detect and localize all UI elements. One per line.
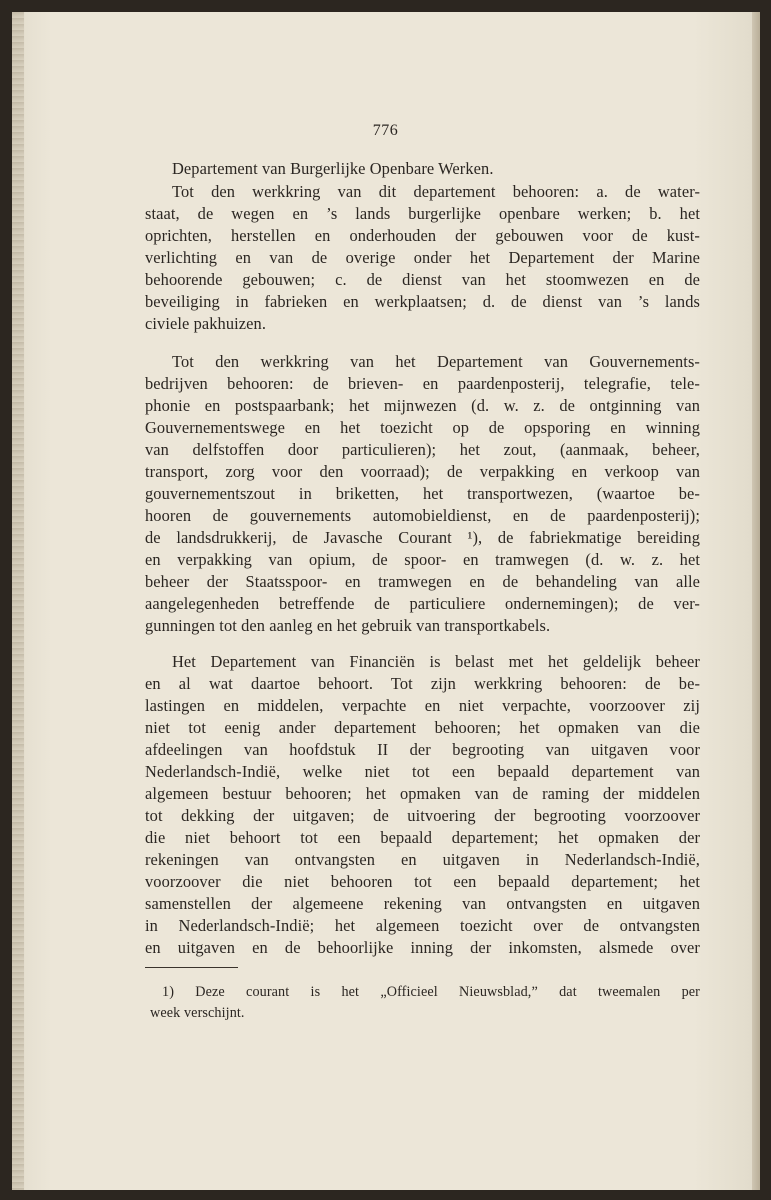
text-line: civiele pakhuizen.	[145, 314, 267, 333]
text-line: beheer der Staatsspoor- en tramwegen en de behandeling van alle	[145, 572, 700, 591]
text-line: in Nederlandsch-Indië; het algemeen toezicht over de ontvangsten	[145, 916, 700, 935]
footnote-line: week verschijnt.	[150, 1005, 245, 1021]
text-line: samenstellen der algemeene rekening van ontvangsten en uitgaven	[145, 894, 700, 913]
text-line: die niet behoort tot een bepaald departement; het opmaken der	[145, 828, 700, 847]
text-line: afdeelingen van hoofdstuk II der begrooting van uitgaven voor	[145, 740, 700, 759]
text-line: gouvernementszout in briketten, het transportwezen, (waartoe be-	[145, 484, 700, 503]
text-line: voorzoover die niet behooren tot een bepaald departement; het	[145, 872, 700, 891]
footnote	[150, 982, 700, 1024]
text-line: en verpakking van opium, de spoor- en tramwegen (d. w. z. het	[145, 550, 700, 569]
text-line: behoorende gebouwen; c. de dienst van het stoomwezen en de	[145, 270, 700, 289]
text-line: algemeen bestuur behooren; het opmaken van de raming der middelen	[145, 784, 700, 803]
text-line: transport, zorg voor den voorraad); de verpakking en verkoop van	[145, 462, 700, 481]
text-line: staat, de wegen en ’s lands burgerlijke openbare werken; b. het	[145, 204, 700, 223]
text-line: Het Departement van Financiën is belast met het geldelijk beheer	[172, 652, 700, 671]
page-number: 776	[372, 122, 399, 139]
paragraph-burgerlijke-werken	[145, 181, 700, 335]
footnote-rule	[145, 967, 238, 968]
text-line: van delfstoffen door particulieren); het zout, (aanmaak, beheer,	[145, 440, 700, 459]
text-line: de landsdrukkerij, de Javasche Courant ¹), de fabriekmatige bereiding	[145, 528, 700, 547]
text-line: hooren de gouvernements automobieldienst, en de paardenposterij);	[145, 506, 700, 525]
text-line: lastingen en middelen, verpachte en niet verpachte, voorzoover zij	[145, 696, 700, 715]
text-line: beveiliging in fabrieken en werkplaatsen; d. de dienst van ’s lands	[145, 292, 700, 311]
text-line: oprichten, herstellen en onderhouden der gebouwen voor de kust-	[145, 226, 700, 245]
text-line: en al wat daartoe behoort. Tot zijn werkkring behooren: de be-	[145, 674, 700, 693]
text-line: Tot den werkkring van dit departement behooren: a. de water-	[172, 182, 700, 201]
footnote-line: 1) Deze courant is het „Officieel Nieuwsblad,” dat tweemalen per	[162, 984, 700, 1000]
text-line: rekeningen van ontvangsten en uitgaven in Nederlandsch-Indië,	[145, 850, 700, 869]
text-line: Gouvernementswege en het toezicht op de opsporing en winning	[145, 418, 700, 437]
paragraph-financien	[145, 651, 700, 959]
text-line: phonie en postspaarbank; het mijnwezen (d. w. z. de ontginning van	[145, 396, 700, 415]
text-line: bedrijven behooren: de brieven- en paardenposterij, telegrafie, tele-	[145, 374, 700, 393]
text-line: Nederlandsch-Indië, welke niet tot een bepaald departement van	[145, 762, 700, 781]
page-binding-edge	[12, 12, 24, 1190]
text-line: gunningen tot den aanleg en het gebruik van transportkabels.	[145, 616, 551, 635]
text-line: verlichting en van de overige onder het Departement der Marine	[145, 248, 700, 267]
text-line: niet tot eenig ander departement behooren; het opmaken van die	[145, 718, 700, 737]
page-edge-strip	[752, 12, 760, 1190]
text-line: en uitgaven en de behoorlijke inning der inkomsten, alsmede over	[145, 938, 700, 957]
text-line: Tot den werkkring van het Departement van Gouvernements-	[172, 352, 700, 371]
text-line: tot dekking der uitgaven; de uitvoering der begrooting voorzoover	[145, 806, 700, 825]
paragraph-heading	[145, 158, 700, 180]
text-line: aangelegenheden betreffende de particuliere ondernemingen); de ver-	[145, 594, 700, 613]
text-line: Departement van Burgerlijke Openbare Werken.	[172, 159, 494, 178]
paragraph-gouvernementsbedrijven	[145, 351, 700, 637]
